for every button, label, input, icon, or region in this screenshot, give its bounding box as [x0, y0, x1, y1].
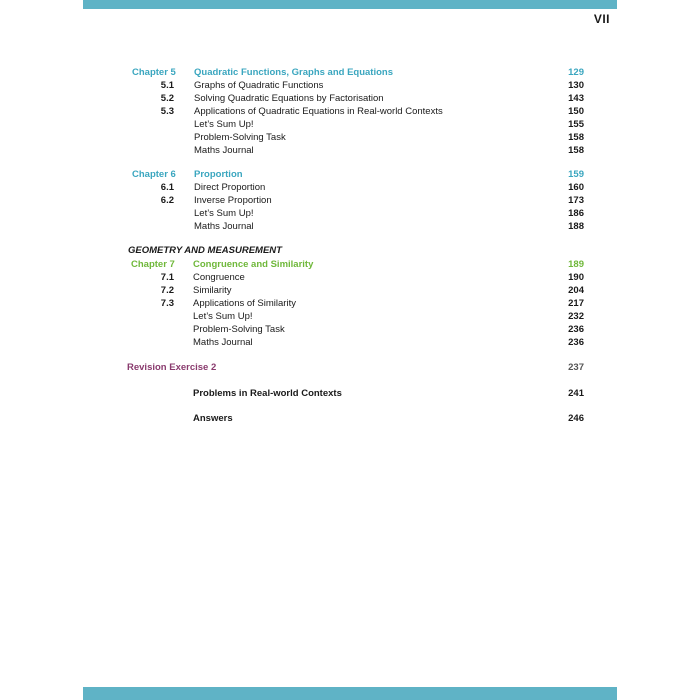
toc-entry[interactable]: [0, 144, 700, 157]
toc-entry[interactable]: [0, 207, 700, 220]
section-page: 190: [568, 272, 584, 283]
section-page: 236: [568, 337, 584, 348]
toc-entry[interactable]: [0, 194, 700, 207]
section-title: Applications of Similarity: [193, 298, 296, 309]
revision-title: Revision Exercise 2: [127, 362, 217, 373]
chapter-label: Chapter 6: [132, 169, 176, 180]
section-title: Direct Proportion: [194, 182, 266, 193]
section-page: 186: [568, 208, 584, 219]
section-title: Graphs of Quadratic Functions: [194, 80, 324, 91]
toc-entry[interactable]: [0, 220, 700, 233]
chapter-title: Proportion: [194, 169, 243, 180]
chapter-label: Chapter 5: [132, 67, 176, 78]
section-number: 6.2: [160, 195, 174, 206]
section-number: 5.3: [160, 106, 174, 117]
section-title: Problem-Solving Task: [194, 132, 286, 143]
section-page: 130: [568, 80, 584, 91]
section-title: Congruence: [193, 272, 245, 283]
section-page: 204: [568, 285, 584, 296]
section-number: 5.1: [160, 80, 174, 91]
toc-entry[interactable]: [0, 105, 700, 118]
section-page: 232: [568, 311, 584, 322]
revision-page: 237: [568, 362, 584, 373]
toc-entry[interactable]: [0, 284, 700, 297]
section-number: 5.2: [160, 93, 174, 104]
section-page: 188: [568, 221, 584, 232]
section-page: 173: [568, 195, 584, 206]
section-page: 158: [568, 145, 584, 156]
section-number: 7.3: [160, 298, 174, 309]
toc-entry[interactable]: [0, 118, 700, 131]
section-page: 158: [568, 132, 584, 143]
section-title: Problem-Solving Task: [193, 324, 285, 335]
page-number: VII: [593, 12, 610, 26]
chapter-7-heading[interactable]: [0, 258, 700, 271]
section-title: Let’s Sum Up!: [194, 208, 254, 219]
section-number: 6.1: [160, 182, 174, 193]
chapter-title: Quadratic Functions, Graphs and Equations: [194, 67, 393, 78]
chapter-6-heading[interactable]: [0, 168, 700, 181]
top-color-bar: [83, 0, 617, 9]
revision-exercise-entry[interactable]: [0, 361, 700, 374]
chapter-page: 189: [568, 259, 584, 270]
toc-entry[interactable]: [0, 310, 700, 323]
section-page: 143: [568, 93, 584, 104]
section-page: 150: [568, 106, 584, 117]
section-title: Maths Journal: [194, 221, 254, 232]
section-title: Maths Journal: [194, 145, 254, 156]
section-title: Inverse Proportion: [194, 195, 272, 206]
toc-entry[interactable]: [0, 131, 700, 144]
toc-entry[interactable]: [0, 297, 700, 310]
toc-entry[interactable]: [0, 271, 700, 284]
section-title: Solving Quadratic Equations by Factorisation: [194, 93, 384, 104]
section-page: 160: [568, 182, 584, 193]
toc-entry[interactable]: [0, 92, 700, 105]
section-title: Let’s Sum Up!: [194, 119, 254, 130]
problems-page: 241: [568, 388, 584, 399]
section-page: 155: [568, 119, 584, 130]
toc-entry[interactable]: [0, 181, 700, 194]
toc-entry[interactable]: [0, 323, 700, 336]
answers-title: Answers: [193, 413, 233, 424]
chapter-page: 159: [568, 169, 584, 180]
chapter-label: Chapter 7: [131, 259, 175, 270]
section-title: Similarity: [193, 285, 232, 296]
bottom-color-bar: [83, 687, 617, 700]
toc-entry[interactable]: [0, 79, 700, 92]
answers-entry[interactable]: [0, 412, 700, 425]
section-number: 7.1: [160, 272, 174, 283]
chapter-5-heading[interactable]: [0, 66, 700, 79]
section-title: Maths Journal: [193, 337, 253, 348]
problems-title: Problems in Real-world Contexts: [193, 388, 342, 399]
chapter-page: 129: [568, 67, 584, 78]
section-heading: GEOMETRY AND MEASUREMENT: [128, 245, 282, 256]
section-number: 7.2: [160, 285, 174, 296]
section-title: Let’s Sum Up!: [193, 311, 253, 322]
problems-entry[interactable]: [0, 387, 700, 400]
chapter-title: Congruence and Similarity: [193, 259, 314, 270]
toc-entry[interactable]: [0, 336, 700, 349]
section-title: Applications of Quadratic Equations in Real-world Contexts: [194, 106, 443, 117]
section-page: 217: [568, 298, 584, 309]
answers-page: 246: [568, 413, 584, 424]
section-page: 236: [568, 324, 584, 335]
